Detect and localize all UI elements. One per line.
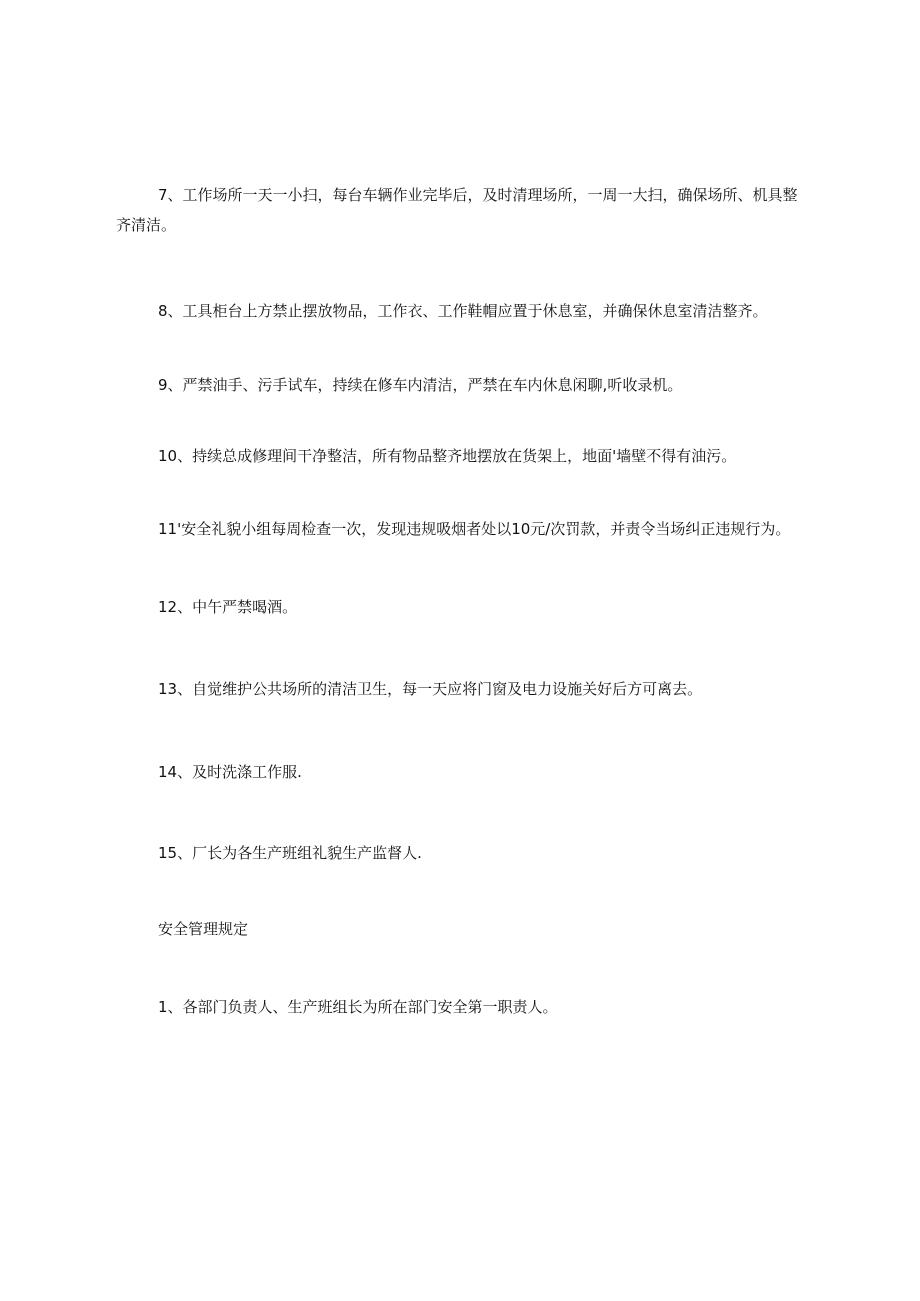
rule-7-paragraph: 7、工作场所一天一小扫，每台车辆作业完毕后，及时清理场所，一周一大扫，确保场所、机具整齐清洁。	[116, 186, 798, 234]
rule-11-paragraph: 11'安全礼貌小组每周检查一次，发现违规吸烟者处以10元/次罚款，并责令当场纠正违规行为。	[158, 520, 791, 538]
rule-10-paragraph: 10、持续总成修理间干净整洁，所有物品整齐地摆放在货架上，地面'墙壁不得有油污。	[158, 447, 737, 465]
rule-15-paragraph: 15、厂长为各生产班组礼貌生产监督人.	[158, 844, 422, 862]
section-heading: 安全管理规定	[158, 920, 249, 938]
safety-rule-1-paragraph: 1、各部门负责人、生产班组长为所在部门安全第一职责人。	[158, 998, 558, 1016]
rule-13-paragraph: 13、自觉维护公共场所的清洁卫生，每一天应将门窗及电力设施关好后方可离去。	[158, 680, 703, 698]
rule-9-paragraph: 9、严禁油手、污手试车，持续在修车内清洁，严禁在车内休息闲聊,听收录机。	[158, 376, 683, 394]
rule-8-paragraph: 8、工具柜台上方禁止摆放物品，工作衣、工作鞋帽应置于休息室，并确保休息室清洁整齐。	[158, 302, 768, 320]
rule-12-paragraph: 12、中午严禁喝酒。	[158, 598, 298, 616]
rule-14-paragraph: 14、及时洗涤工作服.	[158, 763, 302, 781]
